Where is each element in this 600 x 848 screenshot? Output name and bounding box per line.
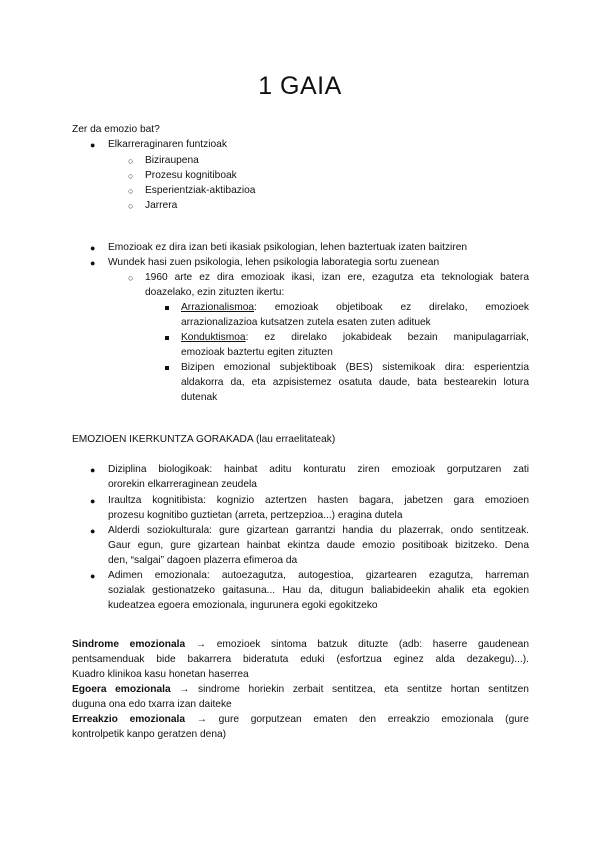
- hollow-bullet-icon: ○: [128, 186, 134, 196]
- list-item: Elkarreraginaren funtzioak: [108, 139, 227, 150]
- square-item-cont: emozioak baztertu egiten zituzten: [181, 347, 333, 358]
- bullet-icon: ●: [90, 496, 96, 506]
- square-item: [181, 300, 529, 316]
- list-item-cont: den, “salgai” dagoen plazerra efimeroa da: [108, 555, 298, 566]
- definition-text: emozioek sintoma batzuk dituzte (adb: haserre gaudenean: [216, 639, 529, 650]
- bullet-icon: ●: [90, 571, 96, 581]
- sub-list-item: Biziraupena: [145, 155, 199, 166]
- list-item: Alderdi soziokulturala: gure gizartean garrantzi handia du plazerrak, ondo sentitzeak.: [108, 525, 529, 536]
- definition-cont: pentsamenduak bide bakarrera bideratuta eduki (esfortzua eginez alda dezakegu)...).: [72, 654, 529, 665]
- definition-text: gure gorputzean ematen den erreakzio emozionala (gure: [218, 714, 529, 725]
- question-text: Zer da emozio bat?: [72, 124, 160, 135]
- list-item: Iraultza kognitibista: kognizio aztertzen hasten bagara, jabetzen gara emozioen: [108, 495, 529, 506]
- square-bullet-icon: [165, 306, 169, 310]
- hollow-bullet-icon: ○: [128, 273, 134, 283]
- square-bullet-icon: [165, 336, 169, 340]
- hollow-bullet-icon: ○: [128, 156, 134, 166]
- definition: [72, 712, 529, 728]
- square-item: [181, 330, 529, 346]
- bullet-icon: ●: [90, 140, 96, 150]
- list-item-cont: prozesu kognitibo guztietan (arreta, pertzepzioa...) eragina dutela: [108, 510, 403, 521]
- bullet-icon: ●: [90, 526, 96, 536]
- list-item-cont: kudeatzea egoera emozionala, ingurunera egoki egokitzeko: [108, 600, 378, 611]
- list-item-cont: ororekin elkarreraginean zeudela: [108, 479, 257, 490]
- term-arrazionalismoa: Arrazionalismoa: [181, 302, 255, 313]
- definition-cont: kontrolpetik kanpo geratzen dena): [72, 729, 227, 740]
- list-item: Diziplina biologikoak: hainbat aditu konturatu ziren emozioak gorputzaren zati: [108, 464, 529, 475]
- arrow-icon: →: [195, 639, 207, 650]
- list-item: Adimen emozionala: autoezagutza, autogestioa, gizartearen ezagutza, harreman: [108, 570, 529, 581]
- definition: [72, 637, 529, 653]
- definition-term: Erreakzio emozionala: [72, 714, 186, 725]
- bullet-icon: ●: [90, 243, 96, 253]
- list-item: Wundek hasi zuen psikologia, lehen psikologia laborategia sortu zuenean: [108, 257, 440, 268]
- sub-list-item: Prozesu kognitiboak: [145, 170, 237, 181]
- arrow-icon: →: [179, 684, 190, 695]
- list-item-cont: Gaur egun, gure gizartean hainbat ekintza daude emozio positiboak bizitzeko. Dena: [108, 540, 529, 551]
- square-item: Bizipen emozional subjektiboak (BES) sistemikoak dira: esperientzia: [181, 362, 529, 373]
- term-text: : ez direlako jokabideak bezain manipulagarriak,: [245, 332, 529, 343]
- definition-cont: duguna ona edo txarra izan daiteke: [72, 699, 232, 710]
- square-item-cont: dutenak: [181, 392, 218, 403]
- list-item: Emozioak ez dira izan beti ikasiak psikologian, lehen baztertuak izaten baitziren: [108, 242, 468, 253]
- square-item-cont: aldakorra da, eta azpisistemez osatuta daude, bata bestearekin lotura: [181, 377, 529, 388]
- section-heading: EMOZIOEN IKERKUNTZA GORAKADA (lau erraelitateak): [72, 434, 336, 445]
- definition-cont: Kuadro klinikoa kasu honetan haserrea: [72, 669, 249, 680]
- sub-list-item: 1960 arte ez dira emozioak ikasi, izan ere, ezagutza eta teknologiak batera: [145, 272, 529, 283]
- square-bullet-icon: [165, 366, 169, 370]
- page-title: 1 GAIA: [258, 72, 342, 100]
- arrow-icon: →: [196, 714, 207, 725]
- definition-term: Sindrome emozionala: [72, 639, 186, 650]
- hollow-bullet-icon: ○: [128, 171, 134, 181]
- hollow-bullet-icon: ○: [128, 201, 134, 211]
- square-item-cont: arrazionalizazioa kutsatzen zutela esaten zuten adituek: [181, 317, 431, 328]
- term-konduktismoa: Konduktismoa: [181, 332, 246, 343]
- sub-list-item: Esperientziak-aktibazioa: [145, 185, 256, 196]
- definition: [72, 682, 529, 698]
- list-item-cont: sozialak gestionatzeko gaitasuna... Hau da, ditugun baliabideekin ahalik eta egokien: [108, 585, 529, 596]
- bullet-icon: ●: [90, 465, 96, 475]
- term-text: : emozioak objetiboak ez direlako, emozioek: [254, 302, 529, 313]
- definition-text: sindrome horiekin zerbait sentitzea, eta sentitze hortan sentitzen: [198, 684, 529, 695]
- sub-list-item-cont: doazelako, ezin zituzten ikertu:: [145, 287, 285, 298]
- sub-list-item: Jarrera: [145, 200, 178, 211]
- bullet-icon: ●: [90, 258, 96, 268]
- definition-term: Egoera emozionala: [72, 684, 171, 695]
